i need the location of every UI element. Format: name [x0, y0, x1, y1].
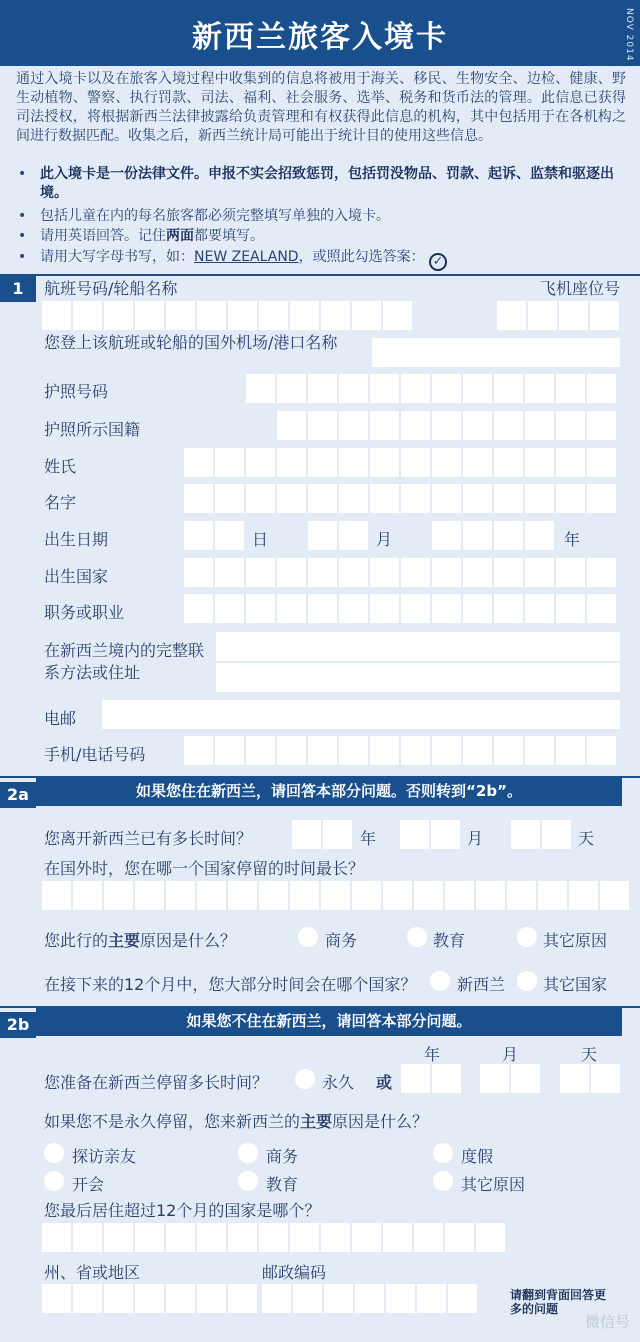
- next-12-months-label: 在接下来的12个月中，您大部分时间会在哪个国家？: [44, 975, 417, 994]
- section-2a-number: 2a: [0, 782, 36, 808]
- stay-month-header: 月: [502, 1045, 519, 1064]
- section-2b-banner: 如果您不住在新西兰，请回答本部分问题。: [36, 1006, 622, 1036]
- radio-conference[interactable]: [44, 1171, 64, 1191]
- radio-business-2a[interactable]: [298, 927, 318, 947]
- radio-other-2b[interactable]: [433, 1171, 453, 1191]
- or-label: 或: [376, 1073, 393, 1092]
- longest-country-label: 在国外时，您在哪一个国家停留的时间最长？: [44, 859, 365, 878]
- given-name-input[interactable]: [184, 484, 616, 513]
- radio-education-2b-label: 教育: [266, 1175, 299, 1194]
- radio-business-2b[interactable]: [238, 1143, 258, 1163]
- last-country-input[interactable]: [42, 1223, 505, 1252]
- radio-education-2a[interactable]: [407, 927, 427, 947]
- email-input[interactable]: [102, 700, 620, 729]
- surname-input[interactable]: [184, 448, 616, 477]
- birth-country-input[interactable]: [184, 558, 616, 587]
- reason-label-2a: 您此行的主要原因是什么？: [44, 931, 237, 950]
- intro-text: 通过入境卡以及在旅客入境过程中收集到的信息将被用于海关、移民、生物安全、边检、健康、野生动植物、警察、执行罚款、司法、福利、社会服务、选举、税务和货币法的管理。此信息已获得司法授权，将根据新西兰法律披露给负责管理和有权获得此信息的机构，其中包括用于在各机构之间进行数据匹配。收集之后，新西兰统计局可能出于统计目的使用这些信息。: [16, 71, 626, 144]
- nationality-label: 护照所示国籍: [44, 420, 141, 439]
- dob-day-input[interactable]: [184, 521, 244, 550]
- time-away-day-label: 天: [578, 829, 595, 848]
- dob-year-input[interactable]: [432, 521, 554, 550]
- state-input[interactable]: [42, 1284, 257, 1313]
- radio-permanent[interactable]: [295, 1069, 315, 1089]
- surname-label: 姓氏: [44, 457, 77, 476]
- section-1-number: 1: [0, 276, 36, 302]
- stay-day-header: 天: [581, 1045, 598, 1064]
- radio-business-2a-label: 商务: [325, 931, 358, 950]
- port-label: 您登上该航班或轮船的国外机场/港口名称: [44, 333, 338, 352]
- time-away-years-input[interactable]: [292, 820, 352, 849]
- time-away-label: 您离开新西兰已有多长时间？: [44, 829, 253, 848]
- postcode-label: 邮政编码: [262, 1263, 327, 1282]
- address-input-line2[interactable]: [216, 663, 620, 692]
- seat-input[interactable]: [497, 301, 619, 330]
- email-label: 电邮: [44, 709, 77, 728]
- radio-holiday-label: 度假: [461, 1147, 494, 1166]
- radio-other-2a-label: 其它原因: [543, 931, 608, 950]
- stay-days-input[interactable]: [560, 1064, 620, 1093]
- bullet-each-passenger: • 包括儿童在内的每名旅客都必须完整填写单独的入境卡。: [18, 208, 390, 224]
- radio-other-2b-label: 其它原因: [461, 1175, 526, 1194]
- reason-label-2b: 如果您不是永久停留，您来新西兰的主要原因是什么？: [44, 1112, 429, 1131]
- watermark: 微信号: [584, 1313, 630, 1331]
- passport-input[interactable]: [246, 374, 616, 403]
- nationality-input[interactable]: [277, 411, 616, 440]
- time-away-month-label: 月: [467, 829, 484, 848]
- time-away-year-label: 年: [360, 829, 377, 848]
- time-away-days-input[interactable]: [511, 820, 571, 849]
- turn-over-note: 请翻到背面回答更 多的问题: [509, 1288, 606, 1316]
- form-date: NOV 2014: [624, 8, 634, 62]
- radio-permanent-label: 永久: [322, 1073, 355, 1092]
- radio-conference-label: 开会: [72, 1175, 105, 1194]
- occupation-label: 职务或职业: [44, 603, 125, 622]
- dob-month-label: 月: [376, 530, 393, 549]
- radio-visit[interactable]: [44, 1143, 64, 1163]
- occupation-input[interactable]: [184, 594, 616, 623]
- flight-input[interactable]: [42, 301, 412, 330]
- radio-education-2b[interactable]: [238, 1171, 258, 1191]
- form-header: [0, 0, 640, 66]
- dob-day-label: 日: [252, 530, 269, 549]
- radio-education-2a-label: 教育: [433, 931, 466, 950]
- dob-label: 出生日期: [44, 530, 109, 549]
- phone-label: 手机/电话号码: [44, 745, 146, 764]
- stay-months-input[interactable]: [480, 1064, 540, 1093]
- section-2a-banner: 如果您住在新西兰，请回答本部分问题。否则转到“2b”。: [36, 776, 622, 806]
- stay-years-input[interactable]: [401, 1064, 461, 1093]
- flight-label: 航班号码/轮船名称: [44, 279, 178, 298]
- radio-nz-label: 新西兰: [457, 975, 506, 994]
- radio-other-country-label: 其它国家: [543, 975, 608, 994]
- stay-year-header: 年: [424, 1045, 441, 1064]
- seat-label: 飞机座位号: [539, 279, 620, 298]
- tick-example-icon: ✓: [429, 253, 447, 271]
- radio-other-country[interactable]: [517, 971, 537, 991]
- radio-visit-label: 探访亲友: [72, 1147, 137, 1166]
- given-name-label: 名字: [44, 493, 77, 512]
- radio-other-2a[interactable]: [517, 927, 537, 947]
- phone-input[interactable]: [184, 736, 616, 765]
- radio-holiday[interactable]: [433, 1143, 453, 1163]
- radio-business-2b-label: 商务: [266, 1147, 299, 1166]
- dob-month-input[interactable]: [308, 521, 368, 550]
- state-label: 州、省或地区: [44, 1263, 141, 1282]
- form-title: 新西兰旅客入境卡: [192, 20, 448, 55]
- passport-label: 护照号码: [44, 382, 109, 401]
- section-2b-number: 2b: [0, 1012, 36, 1038]
- radio-nz[interactable]: [430, 971, 450, 991]
- bullet-capitals: • 请用大写字母书写，如：NEW ZEALAND，或照此勾选答案： ✓: [18, 248, 628, 270]
- birth-country-label: 出生国家: [44, 567, 109, 586]
- time-away-months-input[interactable]: [400, 820, 460, 849]
- postcode-input[interactable]: [262, 1284, 477, 1313]
- bullet-english: • 请用英语回答。记住两面都要填写。: [18, 228, 264, 244]
- port-input[interactable]: [372, 338, 620, 367]
- stay-length-label: 您准备在新西兰停留多长时间？: [44, 1073, 269, 1092]
- address-label: 在新西兰境内的完整联系方法或住址: [44, 641, 205, 682]
- bullet-legal: • 此入境卡是一份法律文件。申报不实会招致惩罚，包括罚没物品、罚款、起诉、监禁和驱逐出境。: [18, 166, 614, 201]
- address-input-line1[interactable]: [216, 632, 620, 661]
- longest-country-input[interactable]: [42, 881, 629, 910]
- last-country-label: 您最后居住超过12个月的国家是哪个？: [44, 1201, 321, 1220]
- dob-year-label: 年: [564, 530, 581, 549]
